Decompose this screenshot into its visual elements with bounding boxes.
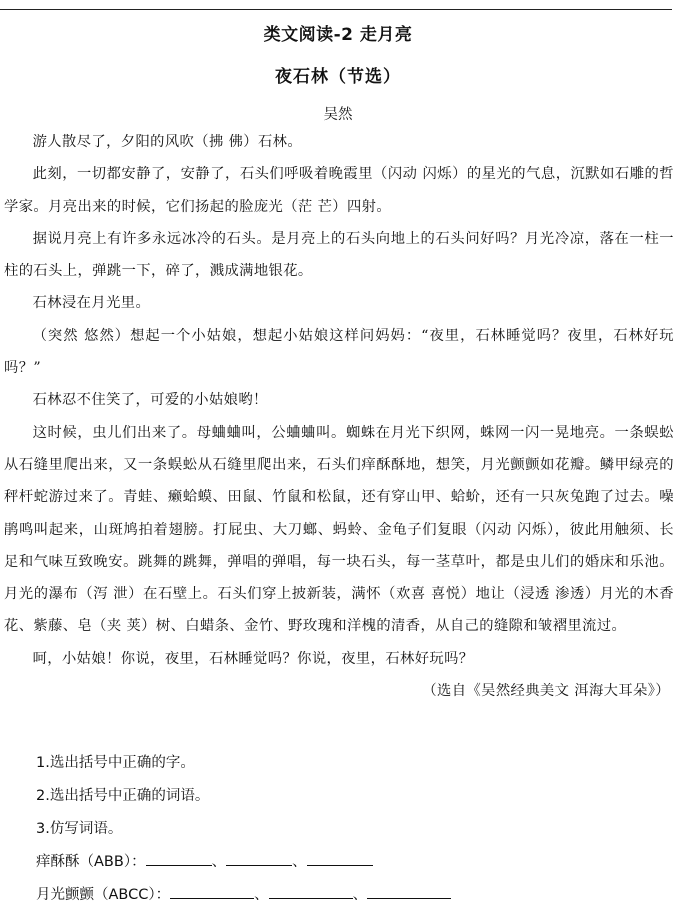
abb-label: 痒酥酥（ABB）： <box>36 854 146 870</box>
question-3: 3.仿写词语。 <box>36 821 123 837</box>
paragraph-7: 这时候，虫儿们出来了。母蛐蛐叫，公蛐蛐叫。蜘蛛在月光下织网，蛛网一闪一晃地亮。一条蜈蚣从石缝里爬出来，又一条蜈蚣从石缝里爬出来，石头们痒酥酥地，想笑，月光颤颤如花瓣。鳞甲绿亮的秤杆蛇游过来了。青蛙、癞蛤蟆、田鼠、竹鼠和松鼠，还有穿山甲、蛤蚧，还有一只灰兔跑了过去。噪鹃鸣叫起来，山斑鸠拍着翅膀。打屁虫、大刀螂、蚂蛉、金龟子们复眼（闪动 闪烁），彼此用触须、长足和气味互致晚安。跳舞的跳舞，弹唱的弹唱，每一块石头，每一茎草叶，都是虫儿们的婚床和乐池。月光的瀑布（泻 泄）在石壁上。石头们穿上披新装，满怀（欢喜 喜悦）地让（浸透 渗透）月光的木香花、紫藤、皂（夹 荚）树、白蜡条、金竹、野玫瑰和洋槐的清香，从自己的缝隙和皱褶里流过。 <box>4 424 674 635</box>
separator: 、 <box>352 887 368 903</box>
paragraph-4: 石林浸在月光里。 <box>32 295 151 312</box>
article-body <box>4 126 674 707</box>
question-3-abcc <box>36 883 676 904</box>
paragraph-3: 据说月亮上有许多永远冰冷的石头。是月亮上的石头向地上的石头问好吗？月光冷凉，落在一柱一柱的石头上，弹跳一下，碎了，溅成满地银花。 <box>4 230 674 280</box>
answer-blank[interactable] <box>170 884 254 899</box>
answer-blank[interactable] <box>269 884 353 899</box>
paragraph-1: 游人散尽了，夕阳的风吹（拂 佛）石林。 <box>32 134 303 150</box>
answer-blank[interactable] <box>307 851 373 866</box>
abcc-label: 月光颤颤（ABCC）： <box>36 887 171 903</box>
answer-blank[interactable] <box>367 884 451 899</box>
paragraph-5: （突然 悠然）想起一个小姑娘，想起小姑娘这样问妈妈：“夜里，石林睡觉吗？夜里，石林好玩吗？” <box>4 327 674 377</box>
source-citation: （选自《吴然经典美文 洱海大耳朵》） <box>422 683 670 700</box>
page-title: 类文阅读-2 走月亮 <box>263 25 413 45</box>
paragraph-6: 石林忍不住笑了，可爱的小姑娘哟！ <box>32 392 268 409</box>
paragraph-2: 此刻，一切都安静了，安静了，石头们呼吸着晚霞里（闪动 闪烁）的星光的气息，沉默如石雕的哲学家。月亮出来的时候，它们扬起的脸庞光（茫 芒）四射。 <box>4 166 674 215</box>
article-title: 夜石林（节选） <box>275 67 401 87</box>
separator: 、 <box>211 854 227 870</box>
question-2: 2.选出括号中正确的词语。 <box>36 788 210 804</box>
question-3-abb <box>36 850 676 871</box>
separator: 、 <box>292 854 307 870</box>
top-rule <box>0 9 672 10</box>
answer-blank[interactable] <box>226 851 292 866</box>
author: 吴然 <box>323 107 353 123</box>
answer-blank[interactable] <box>146 851 212 866</box>
paragraph-8: 呵，小姑娘！你说，夜里，石林睡觉吗？你说，夜里，石林好玩吗？ <box>32 650 474 667</box>
separator: 、 <box>254 887 269 903</box>
question-1: 1.选出括号中正确的字。 <box>36 755 195 771</box>
